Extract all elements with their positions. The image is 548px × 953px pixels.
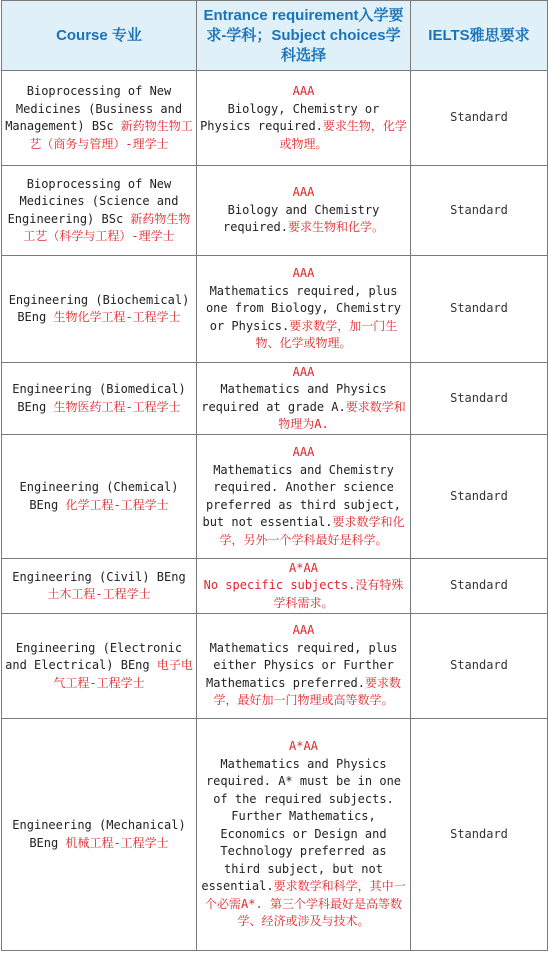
- ielts-cell: Standard: [411, 256, 548, 363]
- course-name-en: Engineering (Biomedical) BEng: [12, 382, 186, 414]
- course-name-zh: 生物医药工程-工程学士: [53, 399, 181, 414]
- course-cell: [2, 559, 197, 614]
- ielts-cell: Standard: [411, 559, 548, 614]
- subject-requirement-zh: 要求生物，化学或物理。: [279, 119, 407, 151]
- ielts-cell: Standard: [411, 363, 548, 435]
- ielts-cell: Standard: [411, 435, 548, 559]
- course-name-zh: 机械工程-工程学士: [65, 835, 169, 850]
- subject-requirement-zh: 要求数学，最好加一门物理或高等数学。: [213, 675, 401, 708]
- header-row: [2, 1, 548, 71]
- subject-requirement-en: Biology and Chemistry required.: [222, 202, 380, 235]
- course-name-zh: 电子电气工程-工程学士: [53, 658, 193, 690]
- course-name-zh: 新药物生物工艺（商务与管理）-理学士: [29, 119, 193, 151]
- header-ielts: IELTS雅思要求: [411, 1, 548, 71]
- grade-requirement: AAA: [292, 84, 315, 98]
- ielts-cell: Standard: [411, 719, 548, 951]
- ielts-cell: Standard: [411, 166, 548, 256]
- requirement-cell: [197, 719, 411, 951]
- course-name-en: Engineering (Civil) BEng: [12, 569, 186, 584]
- table-row: [2, 363, 548, 435]
- grade-requirement: AAA: [292, 445, 315, 459]
- requirement-cell: [197, 256, 411, 363]
- grade-requirement: AAA: [292, 185, 315, 200]
- course-name-en: Bioprocessing of New Medicines (Science and Engineering) BSc: [7, 176, 179, 226]
- subject-requirement-en: Mathematics required, plus either Physics or Further Mathematics preferred.: [206, 640, 398, 690]
- table-row: [2, 256, 548, 363]
- subject-requirement-en: Mathematics and Chemistry required. Another science preferred as third subject, but not essential.: [202, 462, 402, 529]
- grade-requirement: AAA: [292, 623, 315, 638]
- course-name-en: Engineering (Mechanical) BEng: [12, 818, 186, 850]
- grade-requirement: AAA: [292, 266, 315, 281]
- course-name-zh: 土木工程-工程学士: [47, 587, 151, 601]
- course-cell: [2, 71, 197, 166]
- course-cell: [2, 614, 197, 719]
- course-name-zh: 化学工程-工程学士: [65, 497, 169, 512]
- course-cell: [2, 363, 197, 435]
- requirements-table: [1, 0, 548, 951]
- subject-requirement-zh: 要求数学和科学，其中一个必需A*. 第三个学科最好是高等数学、经济或涉及与技术。: [205, 879, 406, 929]
- course-cell: [2, 256, 197, 363]
- subject-requirement-en: Mathematics required, plus one from Biology, Chemistry or Physics.: [205, 283, 402, 333]
- table-row: [2, 71, 548, 166]
- course-name-en: Engineering (Chemical) BEng: [19, 480, 179, 512]
- grade-requirement: A*AA: [289, 560, 318, 575]
- table-row: [2, 719, 548, 951]
- course-name-en: Bioprocessing of New Medicines (Business and Management) BSc: [5, 84, 183, 133]
- subject-requirement-zh: 要求数学和化学，另外一个学科最好是科学。: [219, 515, 405, 547]
- course-cell: [2, 719, 197, 951]
- course-cell: [2, 166, 197, 256]
- table-row: [2, 614, 548, 719]
- requirement-cell: [197, 614, 411, 719]
- requirement-cell: [197, 435, 411, 559]
- subject-requirement-en: No specific subjects.: [203, 578, 356, 593]
- subject-requirement-en: Biology, Chemistry or Physics required.: [200, 101, 380, 133]
- table-row: [2, 435, 548, 559]
- subject-requirement-zh: 要求数学和物理为A.: [278, 399, 406, 431]
- header-entrance-requirement: Entrance requirement入学要求-学科；Subject choices学科选择: [197, 1, 411, 71]
- subject-requirement-zh: 没有特殊学科需求。: [273, 578, 404, 610]
- grade-requirement: A*AA: [289, 739, 318, 754]
- header-course: Course 专业: [2, 1, 197, 71]
- table-row: [2, 166, 548, 256]
- ielts-cell: Standard: [411, 614, 548, 719]
- requirement-cell: [197, 363, 411, 435]
- course-name-zh: 生物化学工程-工程学士: [53, 310, 181, 324]
- table-row: [2, 559, 548, 614]
- ielts-cell: Standard: [411, 71, 548, 166]
- subject-requirement-en: Mathematics and Physics required. A* must be in one of the required subjects. Further Mathematics, Economics or Design and Technology preferred as third subject, but not essential.: [201, 756, 402, 894]
- course-name-zh: 新药物生物工艺（科学与工程）-理学士: [23, 211, 191, 243]
- subject-requirement-en: Mathematics and Physics required at grade A.: [201, 382, 387, 414]
- subject-requirement-zh: 要求数学，加一门生物、化学或物理。: [255, 318, 398, 351]
- course-name-en: Engineering (Electronic and Electrical) BEng: [5, 640, 183, 673]
- course-cell: [2, 435, 197, 559]
- requirement-cell: [197, 71, 411, 166]
- grade-requirement: AAA: [292, 364, 315, 379]
- requirement-cell: [197, 166, 411, 256]
- course-name-en: Engineering (Biochemical) BEng: [8, 292, 190, 324]
- subject-requirement-zh: 要求生物和化学。: [288, 220, 385, 235]
- requirement-cell: [197, 559, 411, 614]
